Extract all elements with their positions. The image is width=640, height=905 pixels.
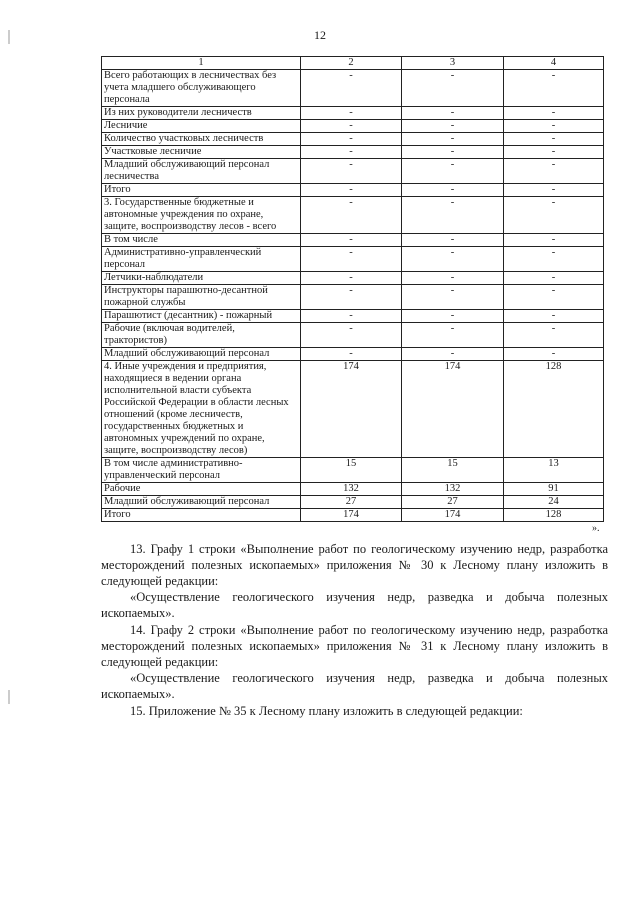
cell-value-c3: - (402, 285, 504, 310)
cell-value-c3: - (402, 120, 504, 133)
cell-value-c2: - (301, 146, 402, 159)
cell-value-c4: - (504, 285, 604, 310)
cell-value-c4: - (504, 272, 604, 285)
cell-value-c3: - (402, 310, 504, 323)
paragraph-14: 14. Графу 2 строки «Выполнение работ по геологическому изучению недр, разработка месторождений полезных ископаемых» приложения № 31 к Лесному плану изложить в следующей редакции: (101, 623, 608, 669)
cell-value-c4: - (504, 197, 604, 234)
cell-value-c2: - (301, 348, 402, 361)
closing-quote: ». (592, 523, 600, 534)
cell-value-c2: - (301, 70, 402, 107)
table-row (102, 458, 604, 483)
row-label: Итого (102, 509, 301, 522)
table-row (102, 285, 604, 310)
row-label: Лесничие (102, 120, 301, 133)
table-row (102, 146, 604, 159)
row-label: 4. Иные учреждения и предприятия, находящиеся в ведении органа исполнительной власти субъекта Российской Федерации в области лесных отношений (кроме лесничеств, государственных бюджетных и автономных учреждений по охране, защите, воспроизводству лесов) (102, 361, 301, 458)
cell-value-c3: 174 (402, 509, 504, 522)
row-label: В том числе административно-управленческий персонал (102, 458, 301, 483)
cell-value-c2: - (301, 184, 402, 197)
cell-value-c3: - (402, 133, 504, 146)
table-row (102, 272, 604, 285)
paragraph-15: 15. Приложение № 35 к Лесному плану изложить в следующей редакции: (130, 704, 523, 718)
cell-value-c3: - (402, 159, 504, 184)
column-header: 4 (504, 57, 604, 70)
cell-value-c3: - (402, 184, 504, 197)
cell-value-c2: - (301, 107, 402, 120)
cell-value-c4: - (504, 184, 604, 197)
table-row (102, 247, 604, 272)
table-row (102, 483, 604, 496)
row-label: Младший обслуживающий персонал (102, 496, 301, 509)
column-header: 1 (102, 57, 301, 70)
cell-value-c2: - (301, 272, 402, 285)
table-row (102, 234, 604, 247)
cell-value-c2: - (301, 159, 402, 184)
row-label: В том числе (102, 234, 301, 247)
cell-value-c2: - (301, 323, 402, 348)
cell-value-c2: - (301, 120, 402, 133)
cell-value-c3: 27 (402, 496, 504, 509)
cell-value-c3: 15 (402, 458, 504, 483)
row-label: Летчики-наблюдатели (102, 272, 301, 285)
cell-value-c4: - (504, 70, 604, 107)
row-label: Количество участковых лесничеств (102, 133, 301, 146)
column-header: 2 (301, 57, 402, 70)
staffing-table (101, 56, 604, 522)
cell-value-c3: 132 (402, 483, 504, 496)
row-label: Парашютист (десантник) - пожарный (102, 310, 301, 323)
table-row (102, 197, 604, 234)
table-row (102, 120, 604, 133)
page-number: 12 (314, 28, 326, 42)
cell-value-c4: - (504, 234, 604, 247)
cell-value-c4: - (504, 159, 604, 184)
cell-value-c4: - (504, 146, 604, 159)
cell-value-c4: 91 (504, 483, 604, 496)
cell-value-c4: - (504, 120, 604, 133)
cell-value-c4: - (504, 323, 604, 348)
cell-value-c4: - (504, 348, 604, 361)
paragraph-13-quote: «Осуществление геологического изучения недр, разведка и добыча полезных ископаемых». (101, 590, 608, 620)
row-label: Младший обслуживающий персонал лесничества (102, 159, 301, 184)
table-header-row (102, 57, 604, 70)
row-label: Участковые лесничие (102, 146, 301, 159)
cell-value-c2: - (301, 197, 402, 234)
cell-value-c4: - (504, 310, 604, 323)
row-label: Итого (102, 184, 301, 197)
row-label: Из них руководители лесничеств (102, 107, 301, 120)
row-label: Рабочие (включая водителей, трактористов) (102, 323, 301, 348)
cell-value-c4: 13 (504, 458, 604, 483)
cell-value-c3: - (402, 234, 504, 247)
cell-value-c4: 128 (504, 361, 604, 458)
cell-value-c4: 24 (504, 496, 604, 509)
cell-value-c2: 15 (301, 458, 402, 483)
cell-value-c3: - (402, 323, 504, 348)
cell-value-c3: - (402, 348, 504, 361)
table-row (102, 133, 604, 146)
table-row (102, 70, 604, 107)
table-row (102, 361, 604, 458)
table-row (102, 107, 604, 120)
cell-value-c3: - (402, 107, 504, 120)
cell-value-c2: 27 (301, 496, 402, 509)
row-label: Младший обслуживающий персонал (102, 348, 301, 361)
row-label: Административно-управленческий персонал (102, 247, 301, 272)
row-label: Рабочие (102, 483, 301, 496)
cell-value-c4: - (504, 107, 604, 120)
cell-value-c2: - (301, 234, 402, 247)
row-label: 3. Государственные бюджетные и автономные учреждения по охране, защите, воспроизводству лесов - всего (102, 197, 301, 234)
table-row (102, 159, 604, 184)
table-row (102, 184, 604, 197)
cell-value-c4: - (504, 133, 604, 146)
table-row (102, 310, 604, 323)
table-row (102, 509, 604, 522)
cell-value-c2: - (301, 133, 402, 146)
cell-value-c2: 174 (301, 509, 402, 522)
cell-value-c2: - (301, 285, 402, 310)
table-row (102, 323, 604, 348)
paragraph-13: 13. Графу 1 строки «Выполнение работ по геологическому изучению недр, разработка месторождений полезных ископаемых» приложения № 30 к Лесному плану изложить в следующей редакции: (101, 542, 608, 588)
row-label: Инструкторы парашютно-десантной пожарной службы (102, 285, 301, 310)
cell-value-c2: 132 (301, 483, 402, 496)
cell-value-c3: - (402, 197, 504, 234)
column-header: 3 (402, 57, 504, 70)
table-body (102, 70, 604, 522)
margin-punch-marks (7, 0, 13, 905)
cell-value-c4: 128 (504, 509, 604, 522)
cell-value-c2: 174 (301, 361, 402, 458)
table-row (102, 496, 604, 509)
cell-value-c2: - (301, 247, 402, 272)
cell-value-c3: 174 (402, 361, 504, 458)
table-row (102, 348, 604, 361)
paragraph-14-quote: «Осуществление геологического изучения недр, разведка и добыча полезных ископаемых». (101, 671, 608, 701)
cell-value-c3: - (402, 70, 504, 107)
row-label: Всего работающих в лесничествах без учета младшего обслуживающего персонала (102, 70, 301, 107)
cell-value-c3: - (402, 247, 504, 272)
cell-value-c4: - (504, 247, 604, 272)
cell-value-c2: - (301, 310, 402, 323)
cell-value-c3: - (402, 272, 504, 285)
cell-value-c3: - (402, 146, 504, 159)
